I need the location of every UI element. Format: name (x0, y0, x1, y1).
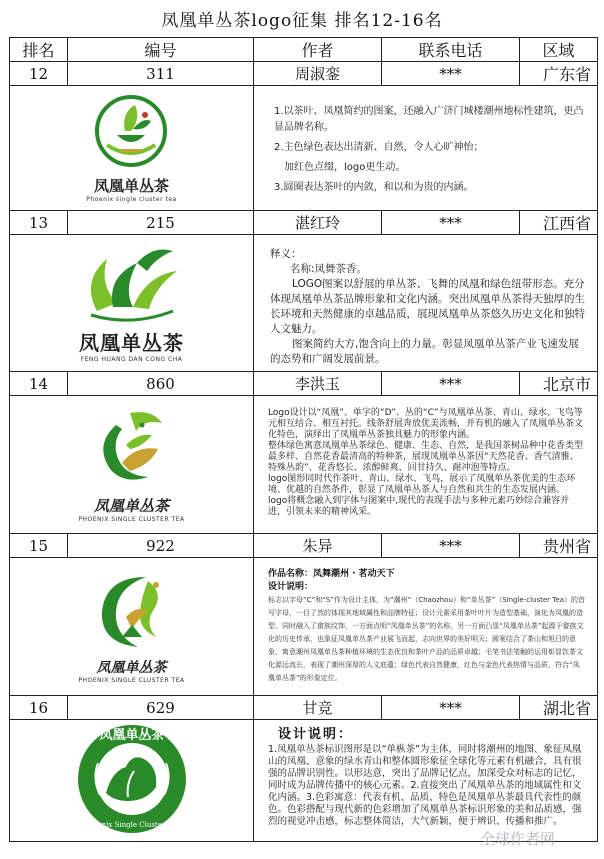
number-cell: 311 (68, 62, 254, 86)
description-cell (254, 558, 598, 696)
phone-cell: *** (382, 372, 520, 396)
seal-title-text: 凤凰单丛茶 (98, 727, 165, 743)
logo-subtitle: Phoenix single cluster tea (86, 196, 177, 203)
description-text: 释义： (270, 248, 302, 260)
table-row (10, 62, 598, 86)
author-cell: 甘竞 (254, 696, 382, 720)
description-text: 1.以茶叶、凤凰简约的图案，还融入广济门城楼潮州地标性建筑，更凸显品牌名称。 (274, 106, 584, 133)
logo-subtitle: FENG HUANG DAN CONG CHA (80, 356, 183, 363)
description-text: logo图形同时代作茶叶、青山、绿水、飞鸟，展示了凤凰单丛茶优美的生态环境、优越的自然条件，彰显了凤凰单丛茶人与自然和共生的生态发展内涵。 (268, 474, 576, 495)
table-row (10, 534, 598, 558)
phone-cell: *** (382, 534, 520, 558)
logo-cell (10, 396, 254, 534)
table-row (10, 372, 598, 396)
description-text: LOGO图案以舒展的单丛茶、飞舞的凤凰和绿色纽带形态。充分体现凤凰单丛茶品牌形象和文化内涵。突出凤凰单丛茶得天独厚的生长环境和天然健康的卓越品质，展现凤凰单丛茶悠久历史文化和独特人文魅力。 (270, 278, 585, 335)
author-cell: 周淑銮 (254, 62, 382, 86)
region-cell: 江西省 (520, 211, 598, 235)
logo-cell (10, 235, 254, 372)
table-row (10, 696, 598, 720)
logo-cell (10, 720, 254, 842)
description-text: Logo设计以“凤凰”、单字的“D”、丛的“C”与凤凰单丛茶、青山、绿水、飞鸟等元相互结合、相互衬托。线条舒展奔放优美流畅，并有机的融入了凤凰单丛茶文化特色，演绎出了凤凰单丛茶独具魅力的形象内涵。 (268, 408, 584, 440)
number-cell: 922 (68, 534, 254, 558)
rank-cell: 14 (10, 372, 68, 396)
tea-cup-leaf-logo-icon (91, 91, 171, 171)
round-seal-logo-icon (76, 723, 188, 835)
header-author: 作者 (254, 38, 382, 62)
region-cell: 贵州省 (520, 534, 598, 558)
logo-subtitle: PHOENIX SINGLE CLUSTER TEA (78, 677, 185, 684)
entry-detail-row (10, 396, 598, 534)
phone-cell: *** (382, 62, 520, 86)
description-cell (254, 720, 598, 842)
description-text: 名称:凤舞茶香。 (290, 263, 368, 275)
header-row (10, 38, 598, 62)
phone-cell: *** (382, 211, 520, 235)
description-text: 3.圆圈表达茶叶的内敛，和以和为贵的内涵。 (274, 182, 474, 193)
description-text: 图案简约大方,饱含向上的力量。彰显凤凰单丛茶产业飞速发展的态势和广阔发展前景。 (270, 338, 579, 365)
header-region: 区域 (520, 38, 598, 62)
region-cell: 北京市 (520, 372, 598, 396)
entry-detail-row (10, 86, 598, 211)
description-text: 整体绿色寓意凤凰单丛茶绿色、健康、生态、自然，是我国茶树品种中花香类型最多样、自然花香最清高的特种茶，展现凤凰单丛茶因“天然花香、香气清雅、特殊丛韵”、花香悠长、浓醇鲜爽、回甘持久、耐冲泡等特点。 (268, 441, 584, 473)
header-rank: 排名 (10, 38, 68, 62)
logo-name: 凤凰单丛茶 (93, 496, 169, 515)
phone-cell: *** (382, 696, 520, 720)
number-cell: 215 (68, 211, 254, 235)
header-number: 编号 (68, 38, 254, 62)
page-title: 凤凰单丛茶logo征集 排名12-16名 (161, 11, 443, 31)
description-text: 1.凤凰单丛茶标识图形是以“单枞茶”为主体，同时将潮州的地图、象征凤凰山的凤凰、意象的绿水青山和整体圆形象征全球化等元素有机融合，具有很强的品牌识别性。以形达意，突出了品牌记忆点，加深受众对标志的记忆，同时成为品牌传播中的核心元素。2.直接突出了凤凰单丛茶的地域属性和文化内涵。3.色彩寓意：代表有机、品质、特色是凤凰单丛茶最具代表性的颜色。色彩搭配与现代新的色彩增加了凤凰单丛茶标识形象的美和品质感，强烈的视觉冲击感，标志整体简洁，大气新颖，便于辨识、传播和推广。 (268, 744, 582, 827)
phoenix-tea-leaf-logo-icon (77, 241, 187, 323)
entry-detail-row (10, 720, 598, 842)
logo-cell (10, 558, 254, 696)
description-heading: 设计说明： (268, 582, 314, 592)
ranking-table (9, 37, 598, 842)
description-text: 加红色点缀，logo更生动。 (284, 162, 406, 173)
rank-cell: 15 (10, 534, 68, 558)
logo-cell (10, 86, 254, 211)
logo-name: 凤凰单丛茶 (79, 331, 184, 355)
logo-entry-12 (86, 91, 176, 203)
logo-name: 凤凰单丛茶 (96, 660, 167, 676)
logo-name: 凤凰单丛茶 (93, 177, 169, 195)
description-cell (254, 235, 598, 372)
c-s-phoenix-logo-icon (86, 567, 176, 653)
number-cell: 629 (68, 696, 254, 720)
seal-subtitle-text: Phoenix Single Cluster Tea (83, 820, 180, 829)
table-row (10, 211, 598, 235)
entry-detail-row (10, 235, 598, 372)
region-cell: 湖北省 (520, 696, 598, 720)
logo-subtitle: PHOENIX SINGLE CLUSTER TEA (78, 515, 185, 523)
author-cell: 李洪玉 (254, 372, 382, 396)
region-cell: 广东省 (520, 62, 598, 86)
number-cell: 860 (68, 372, 254, 396)
description-heading: 设计说明： (278, 727, 354, 742)
logo-entry-15 (78, 567, 184, 684)
logo-entry-13 (77, 241, 187, 363)
description-cell (254, 86, 598, 211)
author-cell: 朱异 (254, 534, 382, 558)
watermark: 全球作者网 (480, 830, 556, 848)
logo-entry-16 (76, 723, 188, 839)
phoenix-leaf-hill-logo-icon (86, 405, 176, 491)
description-heading: 作品名称：凤舞潮州 · 茗动天下 (268, 569, 395, 579)
author-cell: 湛红玲 (254, 211, 382, 235)
logo-entry-14 (78, 405, 184, 523)
header-phone: 联系电话 (382, 38, 520, 62)
description-cell (254, 396, 598, 534)
entry-detail-row (10, 558, 598, 696)
description-text: 标志以字母“C”和“S”作为设计主体，为“潮州”（Chaozhou）和“单丛茶”（Single-cluster Tea）的首写字母，一目了然的体现其地域属性和品牌特征；设计元素采用茶叶叶片为造型基础，演化为凤凰的造型，同时融入了畲族纹饰，一方面点明“凤凰单丛茶”的名称，另一方面凸显“凤凰单丛茶”起源于畲族文化的历史传承，也象征凤凰单丛茶产业展飞而起，志向世界的美好明天；圆案结合了茶山和旭日的意象，寓意潮州凤凰单丛茶种植环境的生态优良和茶叶产品的品质卓越；毛笔书法笔触的运用彰显饮茶文化源远流长，表现了潮州深厚的人文底蕴；绿色代表自然健康，红色与金色代表热情与品质，符合“凤凰单丛茶”的形象定位。 (268, 596, 585, 682)
rank-cell: 13 (10, 211, 68, 235)
description-text: 2.主色绿色表达出清新、自然，令人心旷神怡； (274, 142, 484, 153)
rank-cell: 12 (10, 62, 68, 86)
rank-cell: 16 (10, 696, 68, 720)
description-text: logo将概念融入到字体与图案中,现代的表现手法与多种元素巧妙综合兼容并进，引领未来的精神风采。 (268, 496, 570, 517)
